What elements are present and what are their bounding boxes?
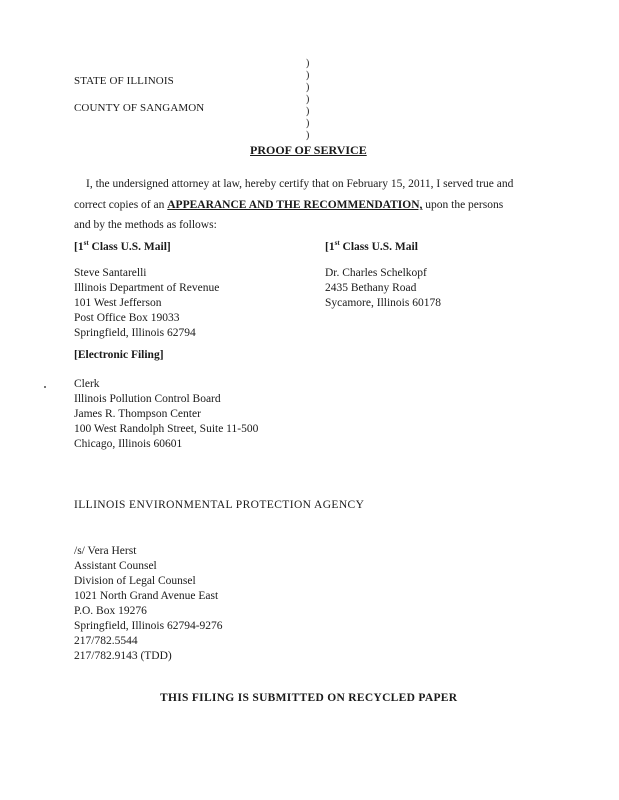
address-line: Clerk [74, 378, 100, 390]
certification-line-2-start: correct copies of an [74, 199, 168, 211]
address-line: Illinois Department of Revenue [74, 282, 220, 294]
document-title: PROOF OF SERVICE [250, 143, 367, 157]
served-document-name: APPEARANCE AND THE RECOMMENDATION, [167, 199, 423, 211]
signature-line: 217/782.5544 [74, 635, 138, 647]
paren: ) [306, 106, 310, 117]
address-line: 101 West Jefferson [74, 297, 162, 309]
method-superscript: st [83, 239, 89, 247]
signature-line: Assistant Counsel [74, 560, 157, 572]
signature-line: 1021 North Grand Avenue East [74, 590, 219, 602]
service-method-electronic: [Electronic Filing] [74, 349, 164, 361]
recycled-paper-notice: THIS FILING IS SUBMITTED ON RECYCLED PAPER [160, 692, 458, 704]
method-superscript: st [334, 239, 340, 247]
paren: ) [306, 82, 310, 93]
address-line: Chicago, Illinois 60601 [74, 438, 183, 450]
certification-line-3: and by the methods as follows: [74, 219, 217, 231]
address-line: Post Office Box 19033 [74, 312, 180, 324]
address-line: Sycamore, Illinois 60178 [325, 297, 441, 309]
signature-line: P.O. Box 19276 [74, 605, 147, 617]
address-line: 2435 Bethany Road [325, 282, 417, 294]
address-line: Springfield, Illinois 62794 [74, 327, 196, 339]
certification-line-2-end: upon the persons [422, 199, 504, 211]
signature-block [74, 544, 223, 664]
service-method-mail-left [74, 239, 171, 253]
caption-parentheses [306, 58, 309, 142]
method-prefix: [1 [74, 240, 84, 253]
certification-line-1: I, the undersigned attorney at law, hereby certify that on February 15, 2011, I served true and [86, 178, 514, 190]
agency-name: ILLINOIS ENVIRONMENTAL PROTECTION AGENCY [74, 499, 365, 511]
paren: ) [306, 94, 310, 105]
paren: ) [306, 118, 310, 129]
paren: ) [306, 58, 310, 69]
caption-state: STATE OF ILLINOIS [74, 75, 174, 87]
address-line: Dr. Charles Schelkopf [325, 267, 427, 279]
signature-line: 217/782.9143 (TDD) [74, 650, 172, 662]
paren: ) [306, 70, 310, 81]
paren: ) [306, 130, 310, 141]
certification-line-2 [74, 199, 503, 211]
address-line: James R. Thompson Center [74, 408, 201, 420]
recipient-address-clerk [74, 377, 258, 452]
signature-line: Division of Legal Counsel [74, 575, 196, 587]
caption-county: COUNTY OF SANGAMON [74, 102, 205, 114]
service-method-mail-right [325, 239, 418, 253]
recipient-address-left [74, 266, 219, 341]
signature-line: /s/ Vera Herst [74, 545, 137, 557]
method-prefix: [1 [325, 240, 335, 253]
scan-speck [44, 386, 46, 388]
signature-line: Springfield, Illinois 62794-9276 [74, 620, 223, 632]
address-line: 100 West Randolph Street, Suite 11-500 [74, 423, 259, 435]
recipient-address-right [325, 266, 441, 311]
method-suffix: Class U.S. Mail] [88, 240, 171, 253]
method-suffix: Class U.S. Mail [339, 240, 418, 253]
address-line: Steve Santarelli [74, 267, 147, 279]
address-line: Illinois Pollution Control Board [74, 393, 221, 405]
